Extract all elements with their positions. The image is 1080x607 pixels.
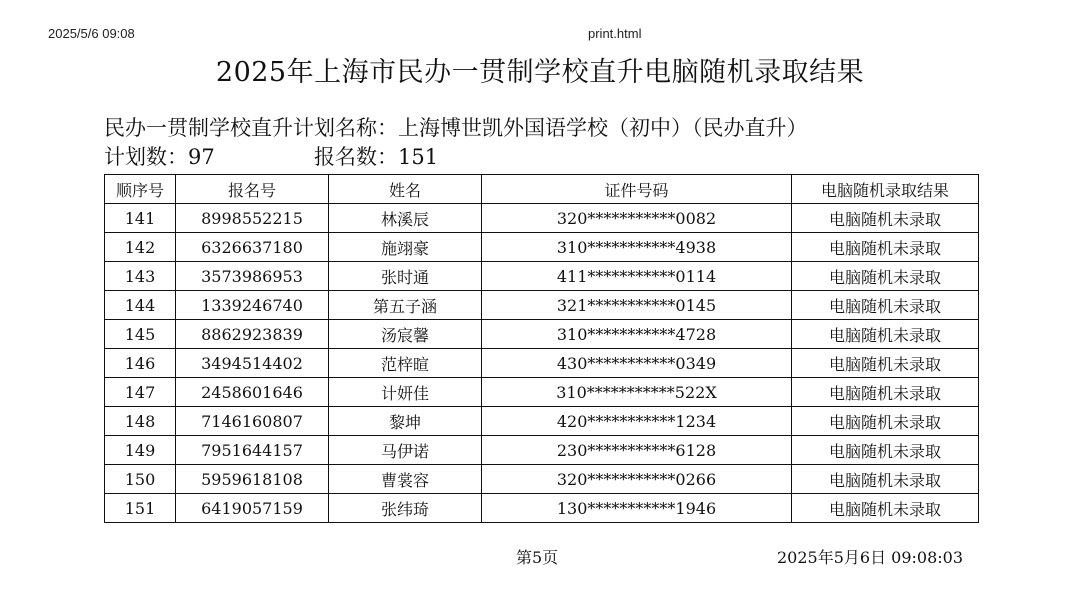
table-row — [105, 494, 979, 523]
cell-seq: 145 — [105, 320, 176, 349]
cell-id-no: 321***********0145 — [482, 291, 792, 320]
cell-id-no: 310***********522X — [482, 378, 792, 407]
table-row — [105, 262, 979, 291]
cell-id-no: 430***********0349 — [482, 349, 792, 378]
footer-print-time: 2025年5月6日 09:08:03 — [777, 548, 964, 567]
table-row — [105, 233, 979, 262]
cell-reg-no: 8998552215 — [176, 204, 329, 233]
cell-result: 电脑随机未录取 — [792, 262, 979, 291]
cell-reg-no: 2458601646 — [176, 378, 329, 407]
cell-seq: 142 — [105, 233, 176, 262]
cell-result: 电脑随机未录取 — [792, 204, 979, 233]
cell-id-no: 320***********0266 — [482, 465, 792, 494]
table-row — [105, 349, 979, 378]
table-row — [105, 407, 979, 436]
apply-count: 报名数：151 — [314, 145, 439, 169]
cell-name: 张时通 — [329, 262, 482, 291]
cell-id-no: 310***********4728 — [482, 320, 792, 349]
cell-name: 汤宸馨 — [329, 320, 482, 349]
header-seq: 顺序号 — [105, 175, 176, 204]
cell-name: 马伊诺 — [329, 436, 482, 465]
results-table — [104, 174, 979, 523]
cell-result: 电脑随机未录取 — [792, 494, 979, 523]
table-header-row — [105, 175, 979, 204]
cell-reg-no: 8862923839 — [176, 320, 329, 349]
cell-id-no: 230***********6128 — [482, 436, 792, 465]
cell-name: 张纬琦 — [329, 494, 482, 523]
footer-page-number: 第5页 — [516, 548, 559, 567]
cell-name: 曹裳容 — [329, 465, 482, 494]
cell-id-no: 420***********1234 — [482, 407, 792, 436]
plan-name-line: 民办一贯制学校直升计划名称：上海博世凯外国语学校（初中）（民办直升） — [104, 116, 808, 140]
cell-result: 电脑随机未录取 — [792, 436, 979, 465]
cell-seq: 148 — [105, 407, 176, 436]
cell-id-no: 320***********0082 — [482, 204, 792, 233]
cell-seq: 149 — [105, 436, 176, 465]
cell-result: 电脑随机未录取 — [792, 233, 979, 262]
cell-name: 范梓暄 — [329, 349, 482, 378]
cell-name: 黎坤 — [329, 407, 482, 436]
cell-id-no: 130***********1946 — [482, 494, 792, 523]
counts-line — [104, 141, 439, 171]
cell-seq: 146 — [105, 349, 176, 378]
cell-id-no: 310***********4938 — [482, 233, 792, 262]
cell-result: 电脑随机未录取 — [792, 320, 979, 349]
cell-reg-no: 5959618108 — [176, 465, 329, 494]
cell-seq: 143 — [105, 262, 176, 291]
table-row — [105, 465, 979, 494]
cell-seq: 150 — [105, 465, 176, 494]
cell-seq: 151 — [105, 494, 176, 523]
document-title: 2025年上海市民办一贯制学校直升电脑随机录取结果 — [215, 57, 865, 88]
header-reg-no: 报名号 — [176, 175, 329, 204]
cell-result: 电脑随机未录取 — [792, 291, 979, 320]
table-row — [105, 320, 979, 349]
cell-reg-no: 7146160807 — [176, 407, 329, 436]
cell-result: 电脑随机未录取 — [792, 465, 979, 494]
cell-reg-no: 3494514402 — [176, 349, 329, 378]
header-result: 电脑随机录取结果 — [792, 175, 979, 204]
cell-name: 施翊豪 — [329, 233, 482, 262]
print-header-filename: print.html — [588, 26, 642, 41]
table-row — [105, 378, 979, 407]
cell-result: 电脑随机未录取 — [792, 407, 979, 436]
header-name: 姓名 — [329, 175, 482, 204]
header-id-no: 证件号码 — [482, 175, 792, 204]
cell-name: 林溪辰 — [329, 204, 482, 233]
cell-name: 计妍佳 — [329, 378, 482, 407]
cell-reg-no: 7951644157 — [176, 436, 329, 465]
cell-name: 第五子涵 — [329, 291, 482, 320]
print-header-datetime: 2025/5/6 09:08 — [48, 26, 135, 41]
cell-reg-no: 3573986953 — [176, 262, 329, 291]
cell-id-no: 411***********0114 — [482, 262, 792, 291]
cell-seq: 141 — [105, 204, 176, 233]
table-row — [105, 204, 979, 233]
table-row — [105, 291, 979, 320]
cell-result: 电脑随机未录取 — [792, 378, 979, 407]
cell-reg-no: 1339246740 — [176, 291, 329, 320]
cell-result: 电脑随机未录取 — [792, 349, 979, 378]
cell-seq: 147 — [105, 378, 176, 407]
cell-seq: 144 — [105, 291, 176, 320]
plan-count: 计划数：97 — [104, 145, 215, 169]
cell-reg-no: 6326637180 — [176, 233, 329, 262]
cell-reg-no: 6419057159 — [176, 494, 329, 523]
table-row — [105, 436, 979, 465]
